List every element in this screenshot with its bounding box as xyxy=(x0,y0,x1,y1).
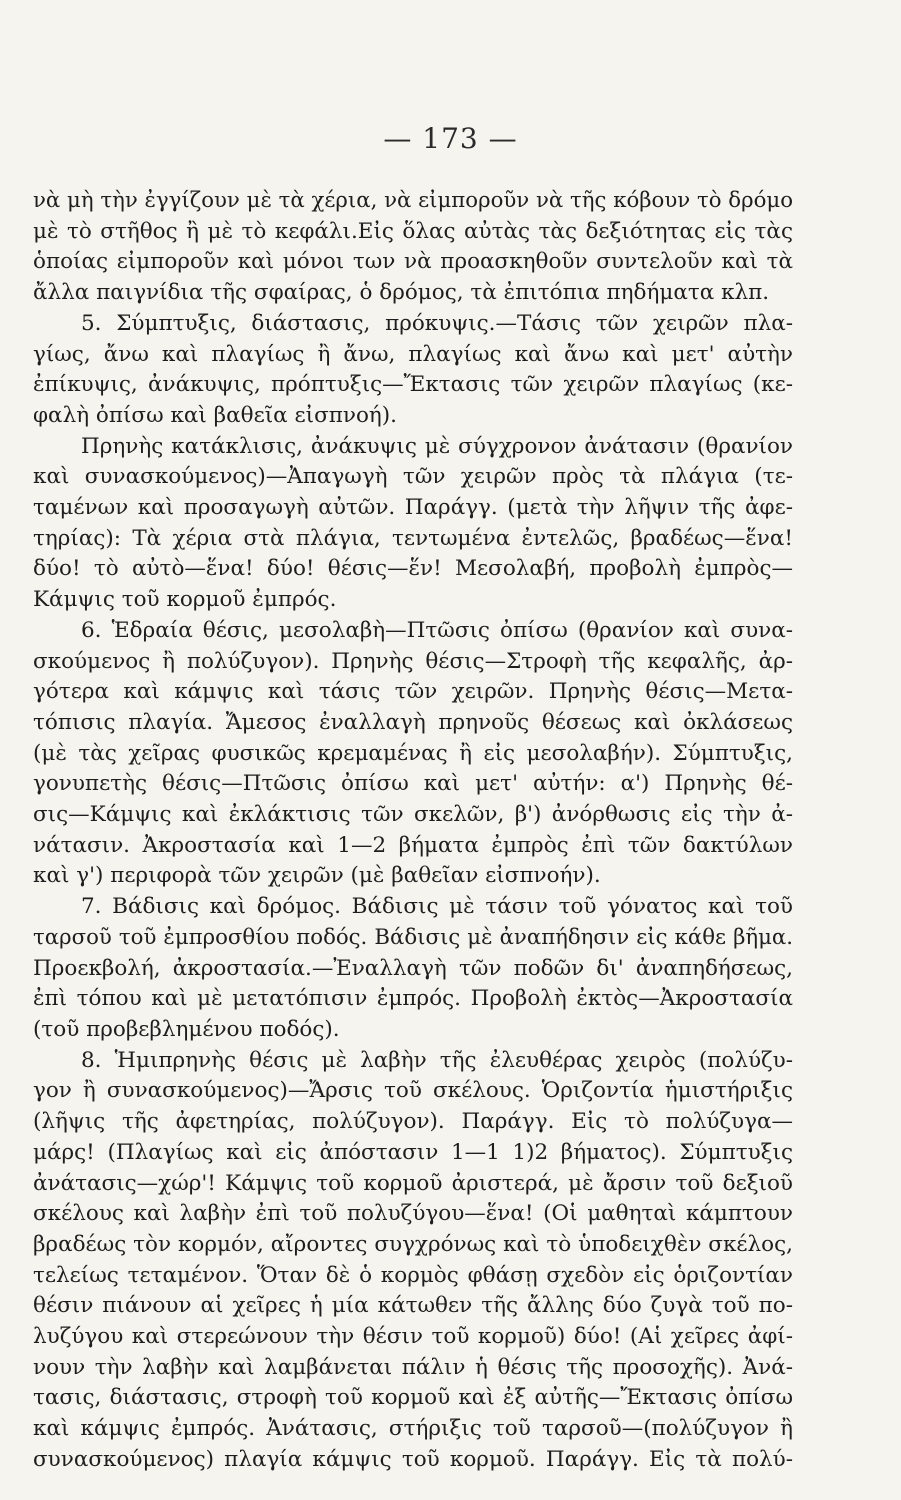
text-line: σις—Κάμψις καὶ ἐκλάκτισις τῶν σκελῶν, β') ἀνόρθωσις εἰς τὴν ἀ- xyxy=(33,802,793,828)
page-number: — 173 — xyxy=(383,122,518,155)
text-line: γον ἢ συνασκούμενος)—Ἄρσις τοῦ σκέλους. Ὁριζοντία ἡμιστήριξις xyxy=(33,1078,793,1104)
body-text xyxy=(33,186,793,1476)
text-line: 7. Βάδισις καὶ δρόμος. Βάδισις μὲ τάσιν τοῦ γόνατος καὶ τοῦ xyxy=(81,894,793,920)
text-line: γονυπετὴς θέσις—Πτῶσις ὀπίσω καὶ μετ' αὐτήν: α') Πρηνὴς θέ- xyxy=(33,771,793,797)
text-line: 8. Ἡμιπρηνὴς θέσις μὲ λαβὴν τῆς ἐλευθέρας χειρὸς (πολύζυ- xyxy=(81,1047,793,1073)
text-line: (μὲ τὰς χεῖρας φυσικῶς κρεμαμένας ἢ εἰς μεσολαβήν). Σύμπτυξις, xyxy=(33,740,793,766)
text-line: ταρσοῦ τοῦ ἐμπροσθίου ποδός. Βάδισις μὲ ἀναπήδησιν εἰς κάθε βῆμα. xyxy=(33,924,793,950)
text-line: (τοῦ προβεβλημένου ποδός). xyxy=(33,1016,340,1042)
text-line: νὰ μὴ τὴν ἐγγίζουν μὲ τὰ χέρια, νὰ εἰμποροῦν νὰ τῆς κόβουν τὸ δρόμο xyxy=(33,188,793,213)
text-line: νάτασιν. Ἀκροστασία καὶ 1—2 βήματα ἐμπρὸς ἐπὶ τῶν δακτύλων xyxy=(33,832,793,858)
text-line: δύο! τὸ αὐτὸ—ἕνα! δύο! θέσις—ἕν! Μεσολαβή, προβολὴ ἐμπρὸς— xyxy=(33,556,793,582)
text-line: ἄλλα παιγνίδια τῆς σφαίρας, ὁ δρόμος, τὰ ἐπιτόπια πηδήματα κλπ. xyxy=(33,280,770,306)
text-line: γότερα καὶ κάμψις καὶ τάσις τῶν χειρῶν. Πρηνὴς θέσις—Μετα- xyxy=(33,679,793,705)
text-line: 6. Ἑδραία θέσις, μεσολαβὴ—Πτῶσις ὀπίσω (θρανίον καὶ συνα- xyxy=(81,617,793,643)
text-line: ἐπὶ τόπου καὶ μὲ μετατόπισιν ἐμπρός. Προβολὴ ἐκτὸς—Ἀκροστασία xyxy=(33,986,793,1012)
text-line: συνασκούμενος) πλαγία κάμψις τοῦ κορμοῦ. Παράγγ. Εἰς τὰ πολύ- xyxy=(33,1446,793,1472)
text-line: τόπισις πλαγία. Ἄμεσος ἐναλλαγὴ πρηνοῦς θέσεως καὶ ὀκλάσεως xyxy=(33,709,793,735)
text-line: (λῆψις τῆς ἀφετηρίας, πολύζυγον). Παράγγ. Εἰς τὸ πολύζυγα— xyxy=(33,1109,793,1135)
text-line: ἐπίκυψις, ἀνάκυψις, πρόπτυξις—Ἔκτασις τῶν χειρῶν πλαγίως (κε- xyxy=(33,372,793,398)
text-line: ἀνάτασις—χώρ'! Κάμψις τοῦ κορμοῦ ἀριστερά, μὲ ἄρσιν τοῦ δεξιοῦ xyxy=(33,1170,793,1196)
text-line: καὶ συνασκούμενος)—Ἀπαγωγὴ τῶν χειρῶν πρὸς τὰ πλάγια (τε- xyxy=(33,464,793,490)
text-line: 5. Σύμπτυξις, διάστασις, πρόκυψις.—Τάσις τῶν χειρῶν πλα- xyxy=(81,310,793,336)
text-line: μὲ τὸ στῆθος ἢ μὲ τὸ κεφάλι.Εἰς ὅλας αὐτὰς τὰς δεξιότητας εἰς τὰς xyxy=(33,218,793,244)
text-line: τασις, διάστασις, στροφὴ τοῦ κορμοῦ καὶ ἐξ αὐτῆς—Ἔκτασις ὀπίσω xyxy=(33,1385,793,1411)
text-line: σκέλους καὶ λαβὴν ἐπὶ τοῦ πολυζύγου—ἕνα! (Οἱ μαθηταὶ κάμπτουν xyxy=(33,1201,793,1227)
text-line: Πρηνὴς κατάκλισις, ἀνάκυψις μὲ σύγχρονον ἀνάτασιν (θρανίον xyxy=(81,433,793,459)
text-line: βραδέως τὸν κορμόν, αἴροντες συγχρόνως καὶ τὸ ὑποδειχθὲν σκέλος, xyxy=(33,1231,793,1257)
text-line: φαλὴ ὀπίσω καὶ βαθεῖα εἰσπνοή). xyxy=(33,402,397,428)
text-line: Προεκβολή, ἀκροστασία.—Ἐναλλαγὴ τῶν ποδῶν δι' ἀναπηδήσεως, xyxy=(33,955,793,981)
text-line: καὶ γ') περιφορὰ τῶν χειρῶν (μὲ βαθεῖαν εἰσπνοήν). xyxy=(33,863,601,889)
text-line: ταμένων καὶ προσαγωγὴ αὐτῶν. Παράγγ. (μετὰ τὴν λῆψιν τῆς ἀφε- xyxy=(33,495,793,521)
text-line: θέσιν πιάνουν αἱ χεῖρες ἡ μία κάτωθεν τῆς ἄλλης δύο ζυγὰ τοῦ πο- xyxy=(33,1293,793,1319)
text-line: Κάμψις τοῦ κορμοῦ ἐμπρός. xyxy=(33,587,337,613)
text-line: μάρς! (Πλαγίως καὶ εἰς ἀπόστασιν 1—1 1)2 βήματος). Σύμπτυξις xyxy=(33,1139,793,1165)
text-line: καὶ κάμψις ἐμπρός. Ἀνάτασις, στήριξις τοῦ ταρσοῦ—(πολύζυγον ἢ xyxy=(33,1416,793,1442)
text-line: τηρίας): Τὰ χέρια στὰ πλάγια, τεντωμένα ἐντελῶς, βραδέως—ἕνα! xyxy=(33,525,793,551)
text-line: λυζύγου καὶ στερεώνουν τὴν θέσιν τοῦ κορμοῦ) δύο! (Αἱ χεῖρες ἀφί- xyxy=(33,1324,793,1350)
text-line: γίως, ἄνω καὶ πλαγίως ἢ ἄνω, πλαγίως καὶ ἄνω καὶ μετ' αὐτὴν xyxy=(33,341,793,367)
text-line: σκούμενος ἢ πολύζυγον). Πρηνὴς θέσις—Στροφὴ τῆς κεφαλῆς, ἀρ- xyxy=(33,648,793,674)
text-line: νουν τὴν λαβὴν καὶ λαμβάνεται πάλιν ἡ θέσις τῆς προσοχῆς). Ἀνά- xyxy=(33,1354,793,1380)
text-line: ὁποίας εἰμποροῦν καὶ μόνοι των νὰ προασκηθοῦν συντελοῦν καὶ τὰ xyxy=(33,249,793,275)
text-line: τελείως τεταμένον. Ὅταν δὲ ὁ κορμὸς φθάσῃ σχεδὸν εἰς ὁριζοντίαν xyxy=(33,1262,793,1288)
